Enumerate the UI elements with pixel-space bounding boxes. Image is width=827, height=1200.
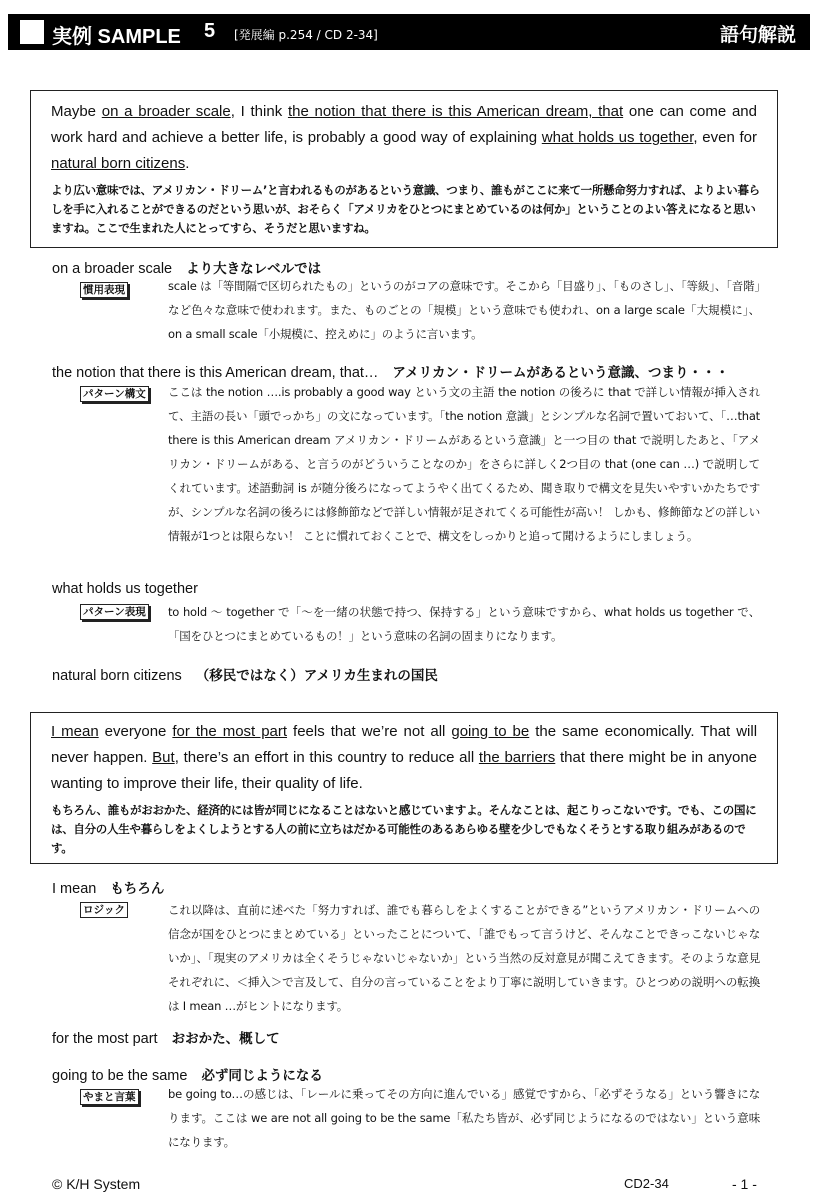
term-explanation: scale は「等間隔で区切られたもの」というのがコアの意味です。そこから「目盛り」、「ものさし」、「等級」、「音階」など色々な意味で使われます。また、ものごとの「規模」という意味でも使われ、on a large scale「大規模に」、on a small scale「小規模に、控えめに」のように言います。 [168, 279, 760, 341]
underlined-phrase: I mean [51, 723, 99, 740]
text-segment: one can come and work hard and achieve a better life, is probably a good way of explaining [51, 103, 757, 146]
section-label: 語句解説 [719, 24, 796, 46]
category-tag: ロジック [80, 902, 128, 918]
term-heading [52, 877, 164, 897]
term-english: the notion that there is this American dream, that… [52, 365, 379, 381]
passage-japanese: より広い意味では、アメリカン・ドリーム’と言われるものがあるという意識、つまり、誰もがここに来て一所懸命努力すれば、よりよい暮らしを手に入れることができるのだという思いが、おそらく「アメリカをひとつにまとめているのは何か」ということのよい答えになると思いますね。ここで生まれた人にとってすら、そうだと思いますね。 [51, 183, 760, 235]
term-japanese: 必ず同じようになる [201, 1068, 323, 1084]
text-segment: , I think [230, 103, 288, 120]
underlined-phrase: what holds us together [541, 129, 694, 146]
term-english: for the most part [52, 1031, 158, 1047]
term-english: natural born citizens [52, 668, 182, 684]
category-tag: やまと言葉 [80, 1089, 139, 1105]
term-english: I mean [52, 881, 97, 897]
term-japanese: （移民ではなく）アメリカ生まれの国民 [195, 668, 438, 684]
term-japanese: おおかた、概して [171, 1031, 280, 1047]
term-explanation: to hold ～ together で「～を一緒の状態で持つ、保持する」という意味ですから、what holds us together で、「国をひとつにまとめているもの！」という意味の名詞の固まりになります。 [168, 605, 760, 643]
term-heading [52, 664, 438, 684]
term-english: going to be the same [52, 1068, 188, 1084]
term-japanese: アメリカン・ドリームがあるという意識、つまり・・・ [392, 365, 729, 381]
text-segment: feels that we’re not all [287, 723, 452, 740]
category-tag: パターン構文 [80, 386, 149, 402]
term-explanation: be going to…の感じは、「レールに乗ってその方向に進んでいる」感覚ですから、「必ずそうなる」という響きになります。ここは we are not all going to be the same「私たち皆が、必ず同じようになるのではない」という意味になります。 [168, 1087, 760, 1149]
text-segment: , there’s an effort in this country to reduce all [174, 749, 479, 766]
term-english: on a broader scale [52, 261, 173, 277]
passage-japanese: もちろん、誰もがおおかた、経済的には皆が同じになることはないと感じていますよ。そんなことは、起こりっこないです。でも、この国には、自分の人生や暮らしをよくしようとする人の前に立ちはだかる可能性のあるあらゆる壁を少しでもなくそうとする取り組みがあるのです。 [51, 803, 757, 855]
term-heading [52, 361, 729, 381]
term-japanese: より大きなレベルでは [186, 261, 322, 277]
sample-title: 実例 SAMPLE [52, 26, 181, 48]
term-explanation: ここは the notion ….is probably a good way という文の主語 the notion の後ろに that で詳しい情報が挿入されて、主語の長い「頭でっかち」の文になっています。「the notion 意識」とシンプルな名詞で置いておいて、「…that there is this American dream アメリカン・ドリームがあるという意識」と一つ目の that で説明したあと、「アメリカン・ドリームがある、と言うのがどういうことなのか」をさらに詳しく2つ目の that (one can …) で説明してくれています。述語動詞 is が随分後ろになってようやく出てくるため、聞き取りで構文を見失いやすいかたちですが、シンプルな名詞の後ろには修飾節などで詳しい情報が足されてくる可能性が高い！ しかも、修飾節などの詳しい情報が1つとは限らない！ ことに慣れておくことで、構文をしっかりと追って聞けるようにしましょう。 [168, 385, 760, 543]
text-segment: that there might be in anyone wanting to improve their life, their quality of life. [51, 749, 758, 792]
footer-cd-code: CD2-34 [624, 1176, 669, 1191]
underlined-phrase: on a broader scale [101, 103, 231, 120]
passage-box-2 [30, 712, 778, 864]
category-tag: パターン表現 [80, 604, 149, 620]
underlined-phrase: the notion that there is this American dream, that [287, 103, 624, 120]
footer-copyright: © K/H System [52, 1176, 141, 1192]
passage-english [51, 719, 757, 797]
underlined-phrase: the barriers [478, 749, 556, 766]
page-number: - 1 - [732, 1176, 757, 1192]
term-heading [52, 581, 198, 597]
term-explanation: これ以降は、直前に述べた「努力すれば、誰でも暮らしをよくすることができる”というアメリカン・ドリームへの信念が国をひとつにまとめている」といったことについて、「誰でもって言うけど、そんなことできっこないじゃないか」、「現実のアメリカは全くそうじゃないじゃないか」という当然の反対意見が聞こえてきます。そのような意見それぞれに、＜挿入＞で言及して、自分の言っていることをより丁寧に説明していきます。ひとつめの説明への転換は I mean …がヒントになります。 [168, 903, 760, 1013]
category-tag: 慣用表現 [80, 282, 128, 298]
underlined-phrase: natural born citizens [51, 155, 186, 172]
underlined-phrase: going to be [451, 723, 530, 740]
text-segment: . [185, 155, 190, 172]
term-heading [52, 1064, 323, 1084]
reference-label: [発展編 p.254 / CD 2-34] [234, 28, 378, 42]
square-icon [20, 20, 44, 44]
passage-box-1 [30, 90, 778, 248]
text-segment: Maybe [51, 103, 102, 120]
term-japanese: もちろん [110, 881, 165, 897]
text-segment: everyone [98, 723, 173, 740]
term-english: what holds us together [52, 581, 198, 597]
sample-number: 5 [204, 20, 216, 42]
passage-english [51, 99, 757, 177]
text-segment: , even for [693, 129, 757, 146]
header-bar [8, 14, 810, 50]
term-heading [52, 1027, 280, 1047]
text-segment: the same economically. That will never happen. [51, 723, 758, 766]
underlined-phrase: for the most part [172, 723, 288, 740]
underlined-phrase: But [152, 749, 175, 766]
